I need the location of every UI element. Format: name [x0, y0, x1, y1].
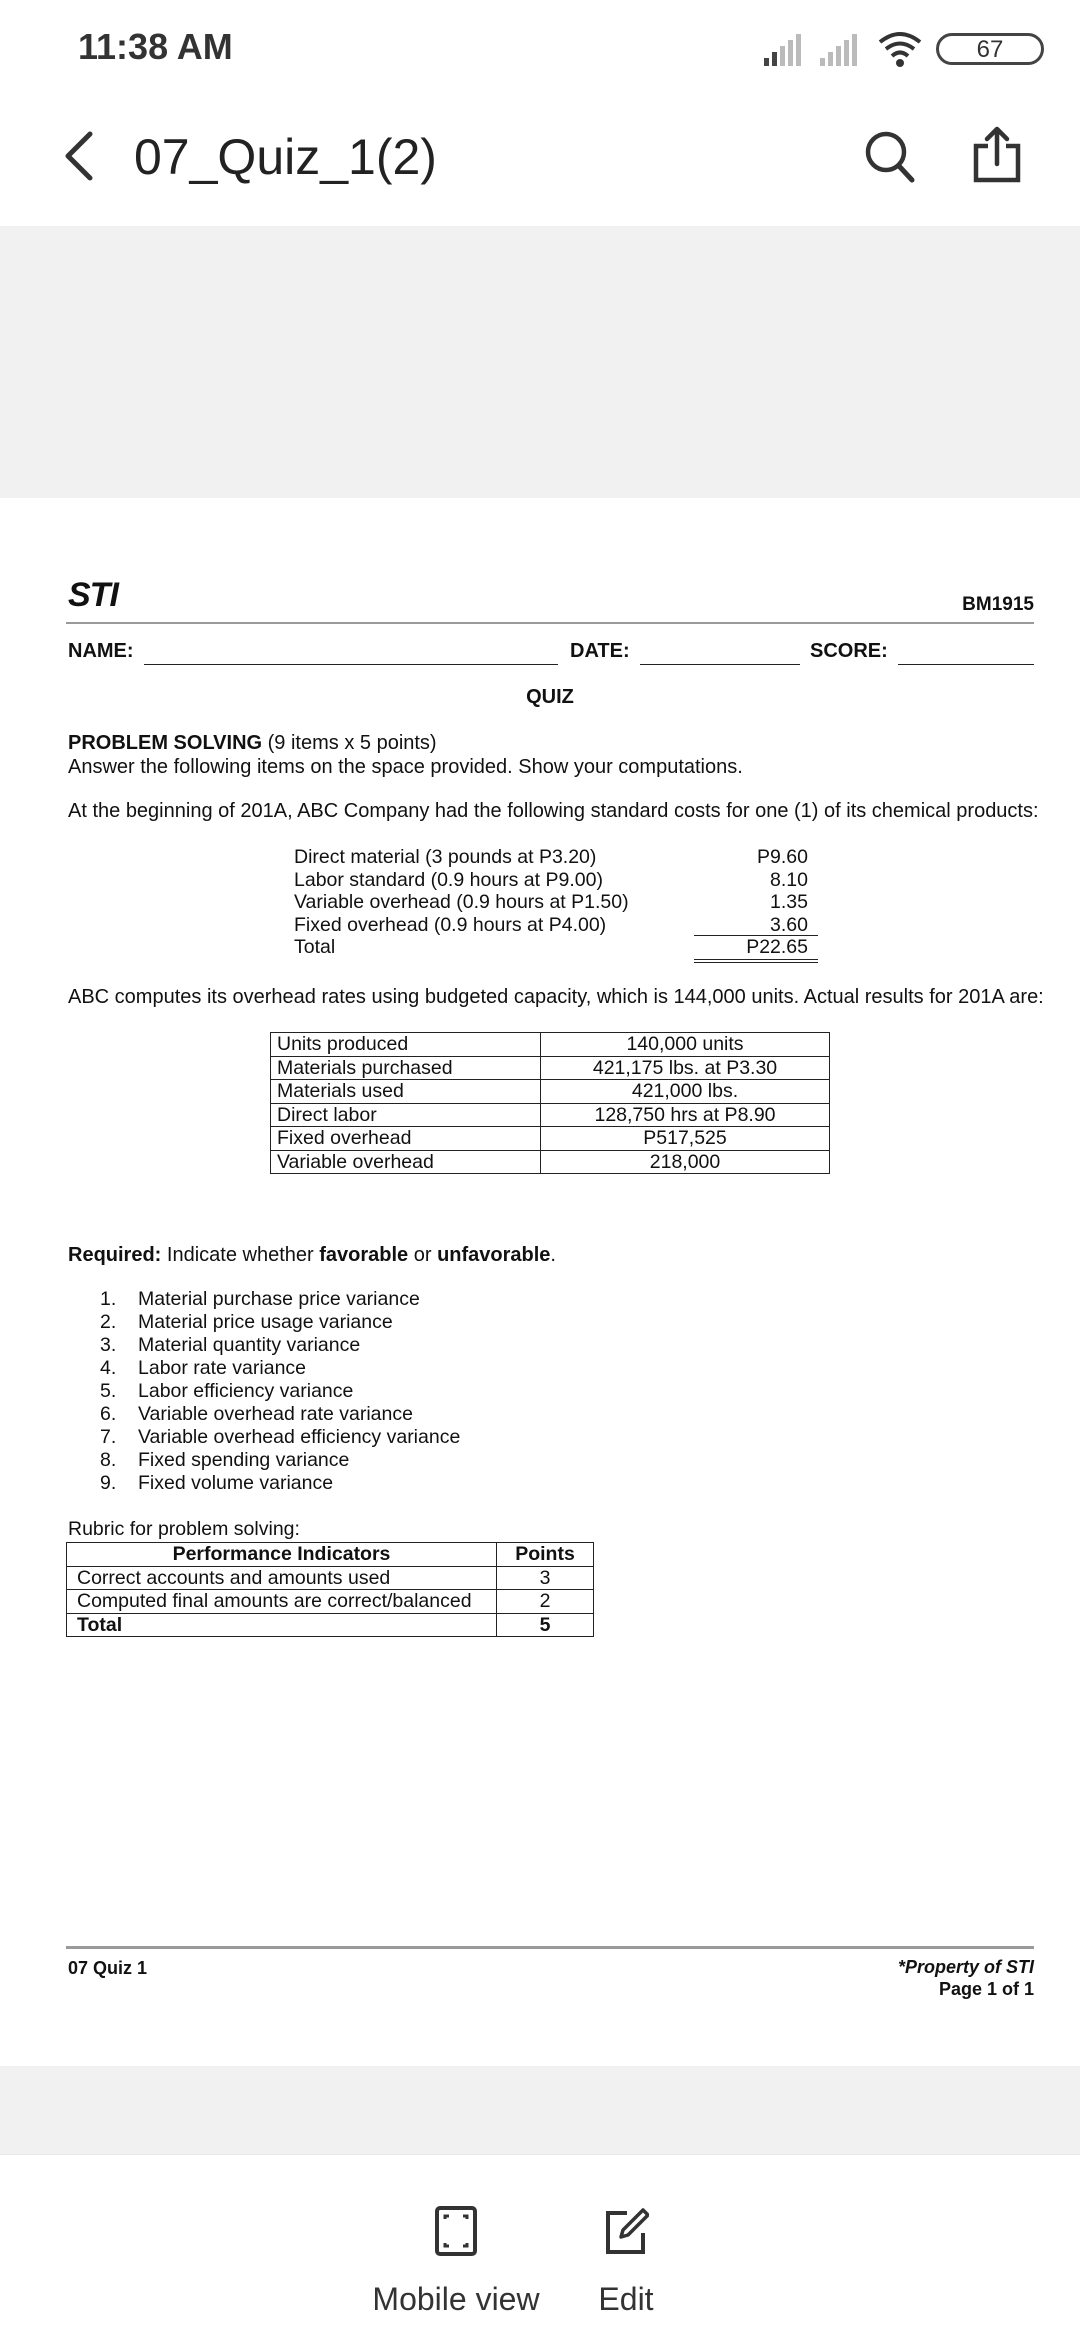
bottom-toolbar [0, 2154, 1080, 2341]
list-item [100, 1403, 460, 1426]
cellular-signal-icon [762, 34, 808, 66]
item-text: Fixed spending variance [138, 1449, 350, 1471]
item-number: 7. [100, 1426, 117, 1448]
item-text: Labor efficiency variance [138, 1380, 354, 1402]
table-row [271, 1033, 830, 1057]
back-arrow-icon[interactable] [60, 128, 100, 184]
footer-divider [66, 1946, 1034, 1949]
name-date-score-row [68, 640, 1034, 670]
required-label: Required: [68, 1244, 162, 1266]
result-label: Fixed overhead [271, 1127, 541, 1151]
sti-logo: STI [68, 576, 118, 614]
problem-solving-label: PROBLEM SOLVING [68, 732, 263, 754]
table-row [271, 1080, 830, 1104]
cost-value: 1.35 [770, 891, 808, 913]
result-label: Units produced [271, 1033, 541, 1057]
total-rule-2 [694, 962, 818, 963]
item-text: Material purchase price variance [138, 1288, 420, 1310]
result-label: Materials purchased [271, 1056, 541, 1080]
app-bar [0, 100, 1080, 226]
total-rule-1 [694, 959, 818, 960]
cost-label: Total [294, 936, 336, 958]
list-item [100, 1311, 460, 1334]
status-bar [0, 0, 1080, 100]
standard-cost-row [294, 914, 818, 937]
result-value: 421,000 lbs. [541, 1080, 830, 1104]
document-top-margin [0, 226, 1080, 498]
edit-label: Edit [598, 2281, 654, 2317]
edit-button[interactable] [580, 2205, 672, 2318]
unfavorable-word: unfavorable [437, 1244, 551, 1266]
list-item [100, 1426, 460, 1449]
result-label: Direct labor [271, 1103, 541, 1127]
intro-text: At the beginning of 201A, ABC Company had the following standard costs for one (1) of its chemical products: [68, 800, 1039, 822]
page-number: Page 1 of 1 [938, 1979, 1034, 1999]
table-row [271, 1056, 830, 1080]
course-code: BM1915 [962, 594, 1034, 615]
score-label: SCORE: [810, 640, 888, 662]
rubric-header-points: Points [497, 1543, 594, 1567]
table-header-row [67, 1543, 594, 1567]
result-value: 218,000 [541, 1150, 830, 1174]
table-row [67, 1590, 594, 1614]
battery-indicator: 67 [936, 33, 1044, 65]
date-label: DATE: [570, 640, 630, 662]
search-icon[interactable] [862, 126, 918, 186]
standard-cost-row [294, 891, 818, 914]
rubric-points: 3 [497, 1566, 594, 1590]
table-row [271, 1150, 830, 1174]
document-title: 07_Quiz_1(2) [134, 129, 437, 185]
result-value: P517,525 [541, 1127, 830, 1151]
table-row [271, 1103, 830, 1127]
result-value: 128,750 hrs at P8.90 [541, 1103, 830, 1127]
cost-label: Variable overhead (0.9 hours at P1.50) [294, 891, 629, 913]
cost-value: 3.60 [770, 913, 808, 936]
or-word: or [408, 1244, 438, 1266]
status-time: 11:38 AM [78, 26, 233, 67]
required-instruction [68, 1244, 556, 1267]
problem-solving-heading [68, 732, 437, 755]
document-page[interactable] [0, 498, 1080, 2066]
standard-cost-row [294, 846, 818, 869]
wifi-icon [876, 30, 924, 70]
table-row [67, 1613, 594, 1637]
cost-label: Labor standard (0.9 hours at P9.00) [294, 868, 603, 891]
cost-label: Fixed overhead (0.9 hours at P4.00) [294, 913, 607, 936]
date-line [640, 664, 800, 665]
item-number: 4. [100, 1357, 117, 1379]
cost-label: Direct material (3 pounds at P3.20) [294, 846, 597, 868]
mobile-view-label: Mobile view [372, 2281, 540, 2317]
standard-cost-total-row [294, 936, 818, 959]
rubric-header-indicator: Performance Indicators [67, 1543, 497, 1567]
item-number: 5. [100, 1380, 117, 1402]
share-icon[interactable] [970, 124, 1024, 186]
item-number: 3. [100, 1334, 117, 1356]
mobile-view-button[interactable] [366, 2205, 546, 2318]
quiz-title: QUIZ [526, 686, 574, 708]
result-label: Materials used [271, 1080, 541, 1104]
item-number: 9. [100, 1472, 117, 1494]
item-text: Material quantity variance [138, 1334, 361, 1356]
item-text: Fixed volume variance [138, 1472, 334, 1494]
table-row [271, 1127, 830, 1151]
item-text: Variable overhead efficiency variance [138, 1426, 461, 1448]
item-text: Material price usage variance [138, 1311, 393, 1333]
footer-right [898, 1956, 1034, 2000]
item-text: Labor rate variance [138, 1357, 307, 1379]
score-line [898, 664, 1034, 665]
mobile-view-icon [433, 2205, 479, 2257]
instructions: Answer the following items on the space provided. Show your computations. [68, 756, 743, 778]
variance-list [100, 1288, 460, 1495]
list-item [100, 1334, 460, 1357]
item-number: 8. [100, 1449, 117, 1471]
required-text: Indicate whether [161, 1244, 320, 1266]
list-item [100, 1288, 460, 1311]
favorable-word: favorable [319, 1244, 409, 1266]
property-notice: *Property of STI [897, 1957, 1034, 1977]
result-label: Variable overhead [271, 1150, 541, 1174]
overhead-text: ABC computes its overhead rates using budgeted capacity, which is 144,000 units. Actual results for 201A are: [68, 986, 1044, 1008]
rubric-table [66, 1542, 594, 1637]
footer-left: 07 Quiz 1 [68, 1958, 148, 1978]
list-item [100, 1357, 460, 1380]
item-number: 2. [100, 1311, 117, 1333]
item-number: 6. [100, 1403, 117, 1425]
cellular-signal-2-icon [818, 34, 864, 66]
standard-costs [294, 846, 818, 959]
result-value: 421,175 lbs. at P3.30 [541, 1056, 830, 1080]
cost-value: P22.65 [746, 936, 808, 958]
result-value: 140,000 units [541, 1033, 830, 1057]
rubric-caption: Rubric for problem solving: [68, 1518, 300, 1540]
list-item [100, 1449, 460, 1472]
standard-cost-row [294, 869, 818, 892]
list-item [100, 1472, 460, 1495]
period: . [550, 1244, 556, 1266]
cost-value: 8.10 [770, 868, 808, 891]
problem-solving-points: (9 items x 5 points) [262, 732, 437, 754]
list-item [100, 1380, 460, 1403]
cost-value: P9.60 [757, 846, 808, 868]
name-label: NAME: [68, 640, 134, 662]
document-bottom-margin [0, 2066, 1080, 2154]
header-divider [66, 622, 1034, 624]
name-line [144, 664, 558, 665]
rubric-points: 2 [497, 1590, 594, 1614]
table-row [67, 1566, 594, 1590]
rubric-indicator: Total [67, 1613, 497, 1637]
item-text: Variable overhead rate variance [138, 1403, 413, 1425]
rubric-points: 5 [497, 1613, 594, 1637]
rubric-indicator: Correct accounts and amounts used [67, 1566, 497, 1590]
edit-icon [603, 2205, 649, 2257]
item-number: 1. [100, 1288, 117, 1310]
actual-results-table [270, 1032, 830, 1174]
rubric-indicator: Computed final amounts are correct/balanced [67, 1590, 497, 1614]
